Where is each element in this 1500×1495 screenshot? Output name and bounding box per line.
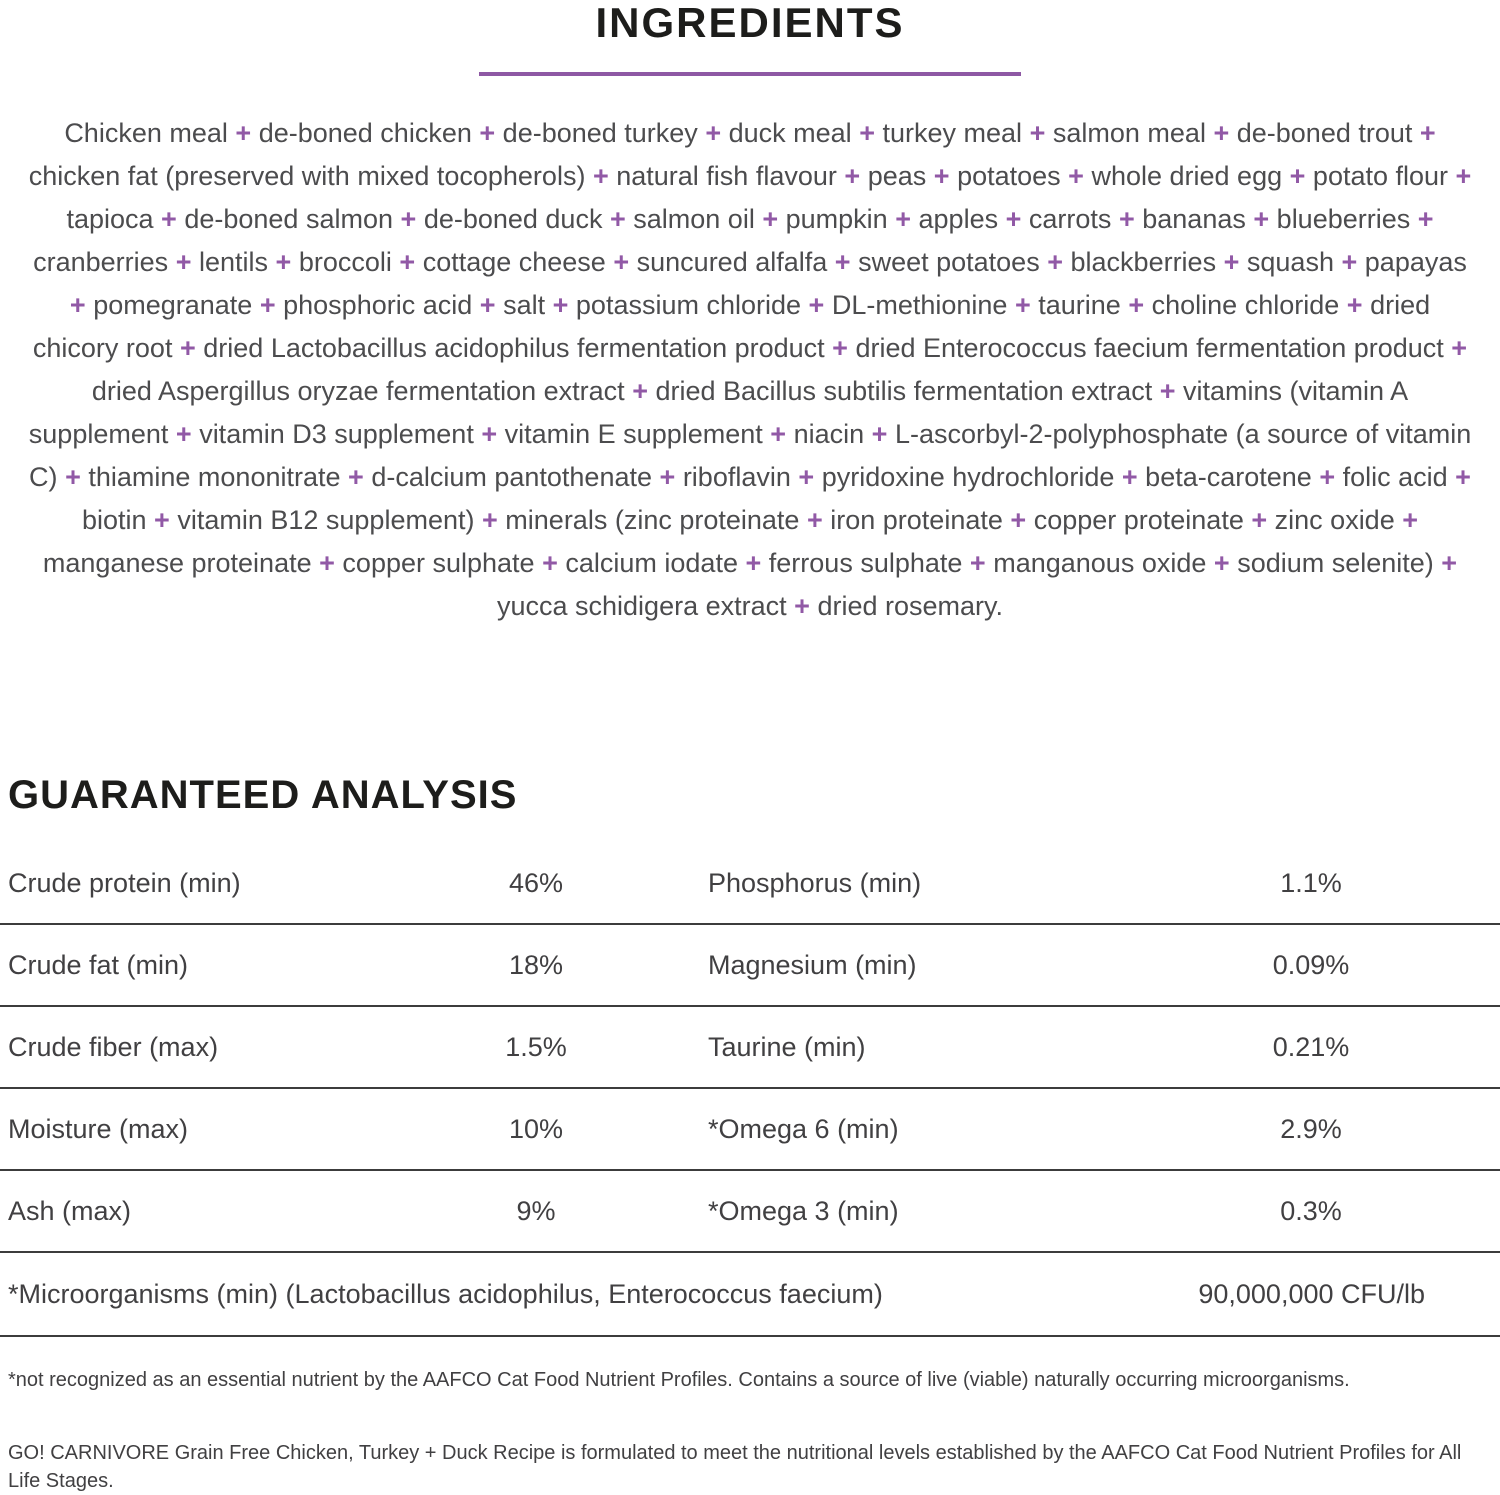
plus-separator: + xyxy=(1029,118,1046,148)
title-underline xyxy=(479,72,1021,76)
footnote-formulation: GO! CARNIVORE Grain Free Chicken, Turkey + Duck Recipe is formulated to meet the nutritional levels established by the AAFCO Cat Food Nutrient Profiles for All Life Stages. xyxy=(8,1442,1462,1492)
plus-separator: + xyxy=(1402,505,1419,535)
ingredient-item: lentils xyxy=(198,247,269,277)
ingredient-item: calcium iodate xyxy=(565,548,738,578)
ingredient-item: ferrous sulphate xyxy=(768,548,963,578)
table-row xyxy=(0,843,1500,925)
ingredient-item: copper sulphate xyxy=(342,548,535,578)
nutrient-value: 1.1% xyxy=(1280,867,1342,898)
plus-separator: + xyxy=(844,161,861,191)
plus-separator: + xyxy=(175,247,192,277)
plus-separator: + xyxy=(319,548,335,578)
plus-separator: + xyxy=(1223,247,1240,277)
ingredient-item: d-calcium pantothenate xyxy=(371,462,652,492)
ingredient-item: potassium chloride xyxy=(575,290,802,320)
plus-separator: + xyxy=(1213,548,1230,578)
ingredient-item: iron proteinate xyxy=(830,505,1003,535)
plus-separator: + xyxy=(871,419,888,449)
ingredients-paragraph xyxy=(24,112,1476,628)
plus-separator: + xyxy=(969,548,986,578)
plus-separator: + xyxy=(175,419,192,449)
plus-separator: + xyxy=(1047,247,1063,277)
plus-separator: + xyxy=(161,204,177,234)
ingredient-item: niacin xyxy=(793,419,865,449)
ingredient-item: squash xyxy=(1246,247,1334,277)
plus-separator: + xyxy=(65,462,81,492)
nutrient-value: 0.09% xyxy=(1272,949,1350,980)
ingredient-item: pyridoxine hydrochloride xyxy=(821,462,1115,492)
ingredient-item: de-boned salmon xyxy=(184,204,393,234)
nutrient-label: Moisture (max) xyxy=(8,1113,189,1144)
ingredient-item: potato flour xyxy=(1312,161,1449,191)
nutrient-label: Crude fat (min) xyxy=(8,949,189,980)
nutrient-value-microorganisms: 90,000,000 CFU/lb xyxy=(1198,1278,1425,1309)
nutrient-value: 46% xyxy=(508,867,564,898)
plus-separator: + xyxy=(235,118,252,148)
ingredient-item: duck meal xyxy=(728,118,852,148)
plus-separator: + xyxy=(794,591,810,621)
ingredient-item: de-boned trout xyxy=(1236,118,1413,148)
plus-separator: + xyxy=(1213,118,1230,148)
ingredient-item: blueberries xyxy=(1276,204,1411,234)
ingredient-item: broccoli xyxy=(298,247,392,277)
nutrient-label: Ash (max) xyxy=(8,1195,132,1226)
plus-separator: + xyxy=(895,204,911,234)
plus-separator: + xyxy=(1455,462,1471,492)
plus-separator: + xyxy=(1068,161,1084,191)
table-row xyxy=(0,1089,1500,1171)
plus-separator: + xyxy=(834,247,851,277)
ingredient-item: DL-methionine xyxy=(831,290,1008,320)
ingredient-item: beta-carotene xyxy=(1145,462,1312,492)
plus-separator: + xyxy=(400,204,417,234)
plus-separator: + xyxy=(1289,161,1306,191)
ingredient-item: salt xyxy=(503,290,546,320)
table-row xyxy=(0,925,1500,1007)
nutrient-value: 10% xyxy=(508,1113,564,1144)
plus-separator: + xyxy=(1455,161,1472,191)
plus-separator: + xyxy=(69,290,86,320)
plus-separator: + xyxy=(1441,548,1458,578)
plus-separator: + xyxy=(632,376,648,406)
plus-separator: + xyxy=(154,505,170,535)
plus-separator: + xyxy=(1159,376,1176,406)
ingredient-item: turkey meal xyxy=(882,118,1023,148)
plus-separator: + xyxy=(745,548,762,578)
plus-separator: + xyxy=(609,204,626,234)
nutrient-label: Taurine (min) xyxy=(708,1031,866,1062)
ingredient-item: yucca schidigera extract xyxy=(496,591,787,621)
plus-separator: + xyxy=(479,290,496,320)
plus-separator: + xyxy=(762,204,779,234)
plus-separator: + xyxy=(1005,204,1022,234)
ingredient-item: folic acid xyxy=(1342,462,1448,492)
ingredient-item: chicken fat (preserved with mixed tocopherols) xyxy=(28,161,586,191)
plus-separator: + xyxy=(770,419,787,449)
plus-separator: + xyxy=(1014,290,1031,320)
nutrient-label: Magnesium (min) xyxy=(708,949,917,980)
footnote-aafco: *not recognized as an essential nutrient by the AAFCO Cat Food Nutrient Profiles. Contains a source of live (viable) naturally occurring microorganisms. xyxy=(8,1369,1350,1391)
ingredient-item: suncured alfalfa xyxy=(636,247,828,277)
ingredient-item: dried Lactobacillus acidophilus fermentation product xyxy=(203,333,825,363)
plus-separator: + xyxy=(806,505,823,535)
plus-separator: + xyxy=(1451,333,1468,363)
plus-separator: + xyxy=(542,548,558,578)
ingredient-item: pumpkin xyxy=(785,204,888,234)
plus-separator: + xyxy=(659,462,676,492)
ingredient-item: phosphoric acid xyxy=(283,290,473,320)
nutrient-label: *Omega 3 (min) xyxy=(708,1195,899,1226)
plus-separator: + xyxy=(705,118,722,148)
ingredient-item: sweet potatoes xyxy=(858,247,1040,277)
ingredient-item: dried chicory root xyxy=(32,290,1431,363)
plus-separator: + xyxy=(1341,247,1358,277)
guaranteed-analysis-table xyxy=(0,843,1500,1337)
table-row-microorganisms xyxy=(0,1253,1500,1337)
plus-separator: + xyxy=(798,462,815,492)
ingredient-item: dried Enterococcus faecium fermentation product xyxy=(855,333,1444,363)
ingredient-item: blackberries xyxy=(1070,247,1217,277)
nutrient-value: 2.9% xyxy=(1280,1113,1342,1144)
ingredient-item: salmon oil xyxy=(633,204,755,234)
nutrient-value: 0.3% xyxy=(1280,1195,1342,1226)
ingredient-item: choline chloride xyxy=(1151,290,1340,320)
ingredient-item: vitamin E supplement xyxy=(504,419,763,449)
ingredient-item: biotin xyxy=(81,505,147,535)
ingredient-item: bananas xyxy=(1142,204,1246,234)
plus-separator: + xyxy=(808,290,825,320)
plus-separator: + xyxy=(1417,204,1434,234)
ingredients-title: INGREDIENTS xyxy=(595,0,905,46)
ingredient-item: cottage cheese xyxy=(422,247,606,277)
nutrient-value: 18% xyxy=(508,949,564,980)
plus-separator: + xyxy=(259,290,276,320)
ingredient-item: dried Aspergillus oryzae fermentation extract xyxy=(91,376,625,406)
ingredient-item: vitamin B12 supplement) xyxy=(177,505,475,535)
ingredient-item: zinc oxide xyxy=(1274,505,1395,535)
ingredient-item: Chicken meal xyxy=(64,118,228,148)
nutrient-label-microorganisms: *Microorganisms (min) (Lactobacillus acidophilus, Enterococcus faecium) xyxy=(8,1278,883,1309)
ingredient-item: manganous oxide xyxy=(993,548,1207,578)
guaranteed-analysis-title: GUARANTEED ANALYSIS xyxy=(8,773,518,817)
nutrient-value: 9% xyxy=(516,1195,556,1226)
plus-separator: + xyxy=(479,118,496,148)
ingredient-item: pomegranate xyxy=(93,290,253,320)
nutrient-value: 0.21% xyxy=(1272,1031,1350,1062)
ingredient-item: peas xyxy=(867,161,927,191)
ingredient-item: tapioca xyxy=(66,204,154,234)
ingredient-item: dried Bacillus subtilis fermentation extract xyxy=(655,376,1153,406)
ingredient-item: whole dried egg xyxy=(1091,161,1283,191)
plus-separator: + xyxy=(1121,462,1138,492)
ingredient-item: potatoes xyxy=(957,161,1061,191)
ingredient-item: salmon meal xyxy=(1052,118,1206,148)
ingredient-item: taurine xyxy=(1038,290,1121,320)
ingredient-item: apples xyxy=(918,204,999,234)
ingredient-item: de-boned chicken xyxy=(258,118,472,148)
nutrient-label: *Omega 6 (min) xyxy=(708,1113,899,1144)
plus-separator: + xyxy=(1253,204,1270,234)
plus-separator: + xyxy=(1346,290,1363,320)
ingredient-item: cranberries xyxy=(33,247,169,277)
plus-separator: + xyxy=(1010,505,1027,535)
ingredient-item: thiamine mononitrate xyxy=(88,462,341,492)
table-row xyxy=(0,1007,1500,1089)
plus-separator: + xyxy=(275,247,292,277)
nutrient-label: Crude protein (min) xyxy=(8,867,241,898)
nutrient-value: 1.5% xyxy=(505,1031,567,1062)
ingredient-item: manganese proteinate xyxy=(42,548,312,578)
ingredient-item: vitamin D3 supplement xyxy=(199,419,474,449)
plus-separator: + xyxy=(348,462,364,492)
plus-separator: + xyxy=(1251,505,1268,535)
analysis-rows xyxy=(0,843,1500,1253)
ingredient-item: riboflavin xyxy=(682,462,791,492)
plus-separator: + xyxy=(1319,462,1336,492)
plus-separator: + xyxy=(179,333,196,363)
plus-separator: + xyxy=(592,161,609,191)
ingredient-item: carrots xyxy=(1028,204,1112,234)
plus-separator: + xyxy=(1118,204,1135,234)
plus-separator: + xyxy=(859,118,875,148)
ingredient-item: minerals (zinc proteinate xyxy=(505,505,800,535)
plus-separator: + xyxy=(613,247,630,277)
ingredient-item: sodium selenite) xyxy=(1237,548,1434,578)
plus-separator: + xyxy=(1128,290,1145,320)
ingredient-item: de-boned duck xyxy=(423,204,603,234)
ingredient-item: L-ascorbyl-2-polyphosphate (a source of vitamin C) xyxy=(29,419,1472,492)
plus-separator: + xyxy=(399,247,416,277)
plus-separator: + xyxy=(832,333,848,363)
ingredient-item: de-boned turkey xyxy=(502,118,698,148)
ingredient-item: vitamins (vitamin A supplement xyxy=(28,376,1409,449)
plus-separator: + xyxy=(933,161,950,191)
plus-separator: + xyxy=(481,419,498,449)
ingredient-item: copper proteinate xyxy=(1033,505,1244,535)
nutrient-label: Phosphorus (min) xyxy=(708,867,922,898)
plus-separator: + xyxy=(552,290,569,320)
ingredient-item: natural fish flavour xyxy=(616,161,837,191)
plus-separator: + xyxy=(1419,118,1436,148)
ingredient-item: papayas xyxy=(1364,247,1467,277)
nutrient-label: Crude fiber (max) xyxy=(8,1031,219,1062)
ingredient-item: dried rosemary. xyxy=(817,591,1003,621)
table-row xyxy=(0,1171,1500,1253)
plus-separator: + xyxy=(482,505,498,535)
